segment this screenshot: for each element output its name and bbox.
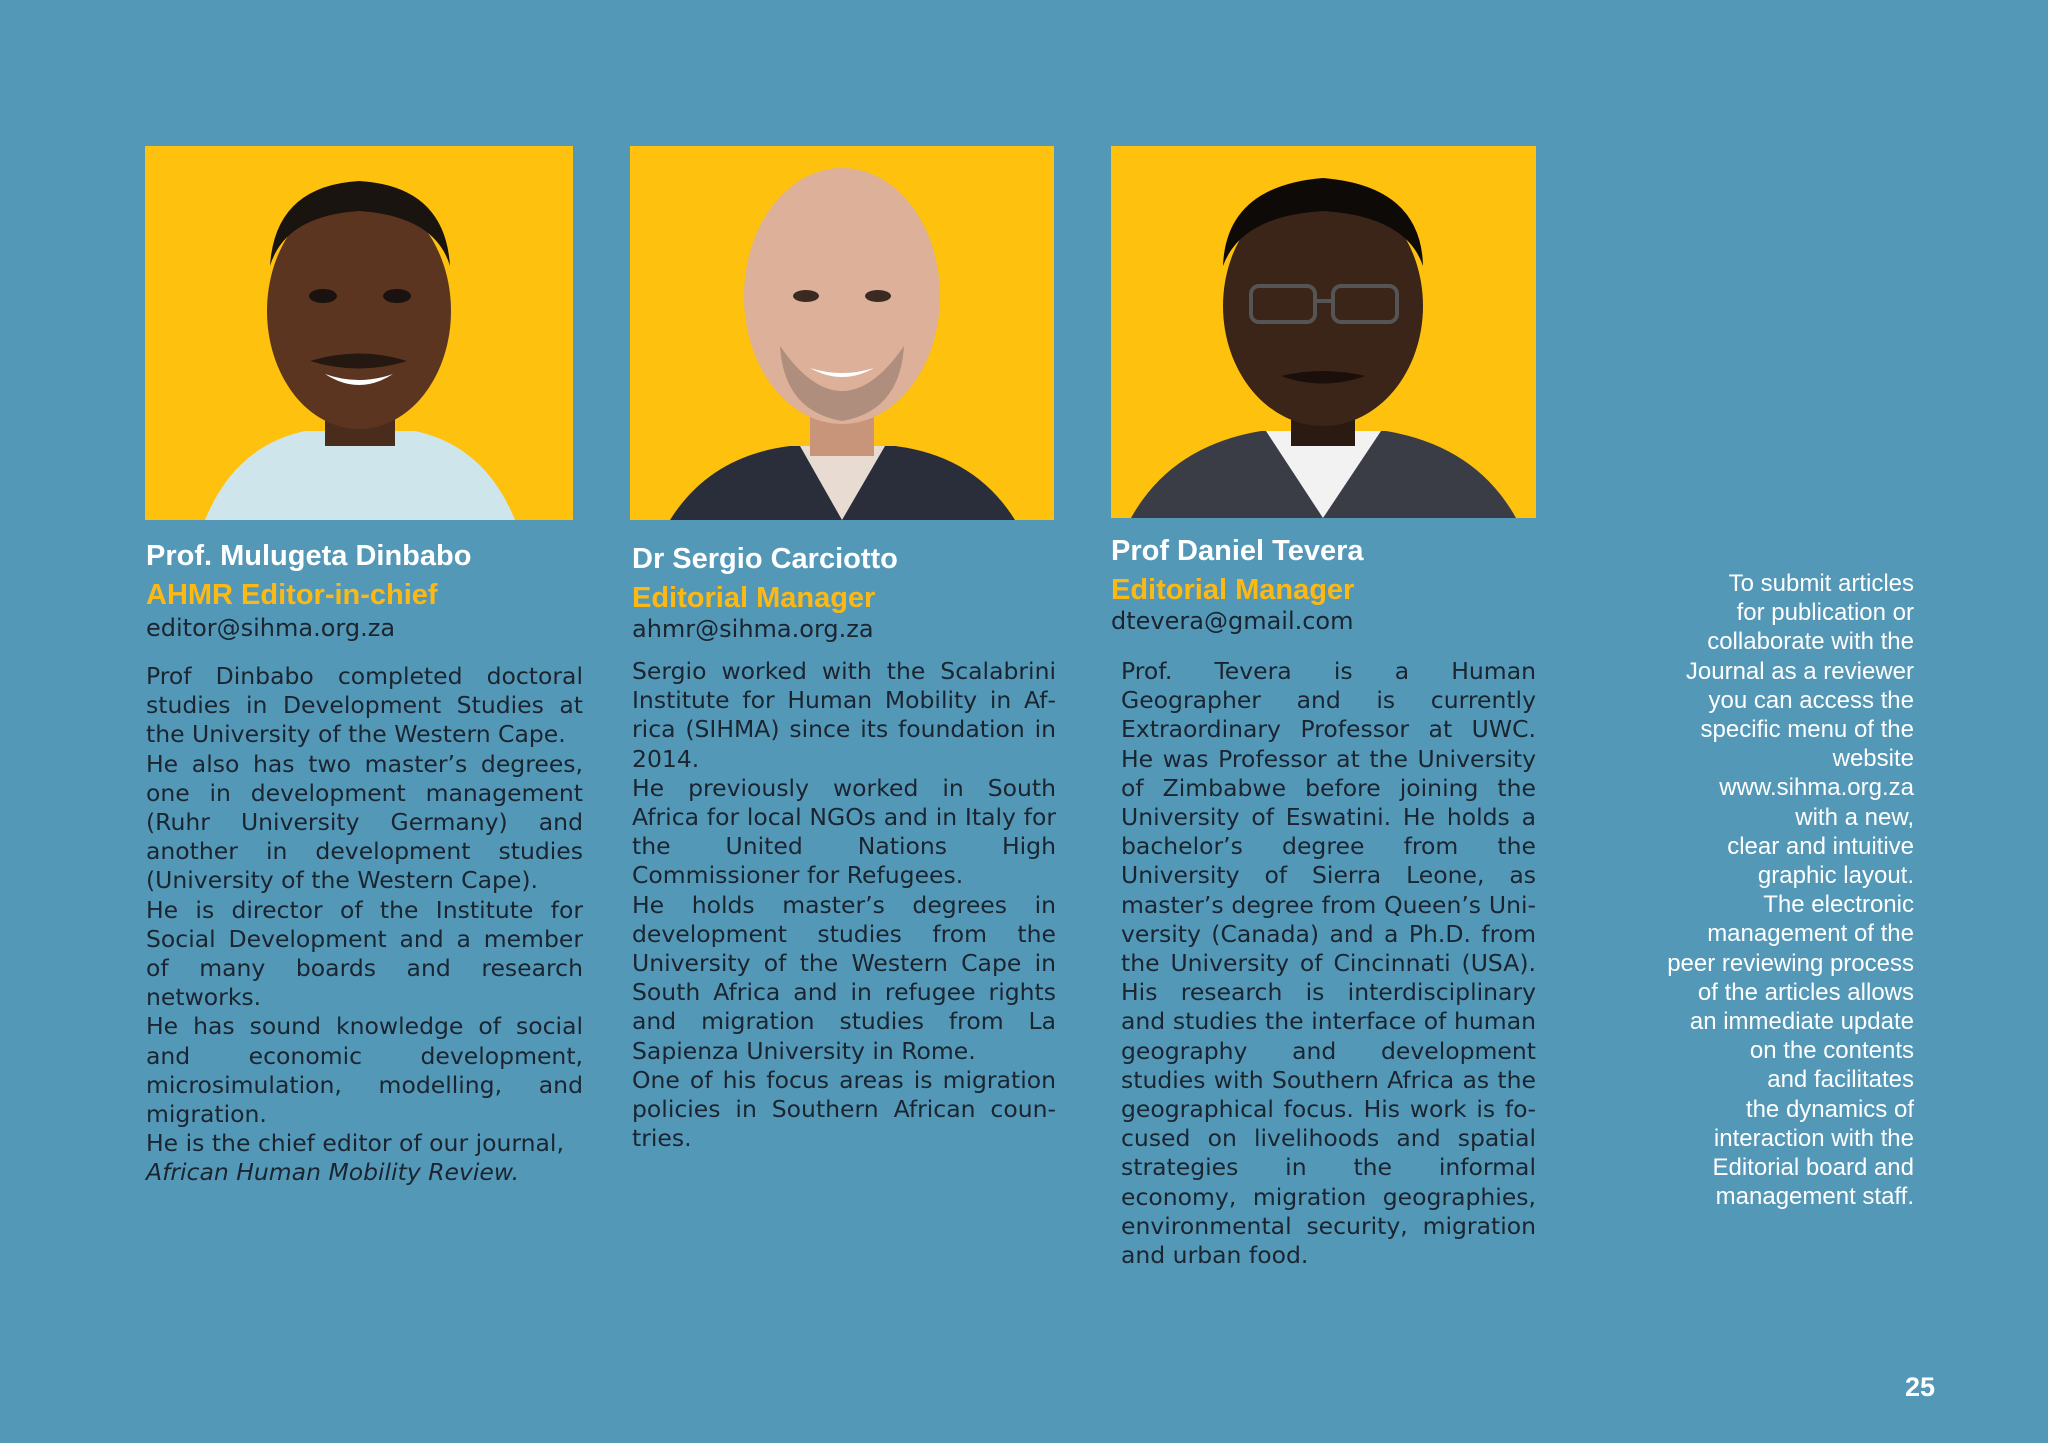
side-line: interaction with the [1713, 1124, 1914, 1152]
bio-paragraph: One of his focus areas is migration policies in Southern African countries. [632, 1065, 1056, 1153]
side-line: for publication or [1736, 599, 1914, 627]
submission-info [1620, 569, 1914, 1211]
person-bio [1121, 657, 1536, 1270]
bio-paragraph: He is director of the Institute for Social Development and a member of many boards and research networks. [146, 895, 583, 1012]
side-line: of the articles allows [1697, 978, 1914, 1006]
portrait-photo-tevera [1111, 146, 1536, 518]
bio-paragraph: Prof. Tevera is a Human Geographer and is currently Extraordinary Professor at UWC. He was Professor at the University of Zimbabwe before joining the University of Eswatini. He holds a bachelor’s degree from the University of Sierra Leone, as master’s degree from Queen’s University (Canada) and a Ph.D. from the University of Cincinnati (USA). His research is interdisciplinary and studies the interface of human geography and development studies with Southern Africa as the geographical focus. His work is focused on livelihoods and spatial strategies in the informal economy, migration geographies, environmental security, migration and urban food. [1121, 657, 1536, 1270]
side-line: you can access the [1708, 686, 1914, 714]
side-line: the dynamics of [1745, 1095, 1914, 1123]
side-line: an immediate update [1689, 1008, 1914, 1036]
side-line: The electronic [1763, 891, 1914, 919]
person-name: Prof Daniel Tevera [1111, 535, 1364, 567]
person-name: Dr Sergio Carciotto [632, 543, 898, 575]
person-role: Editorial Manager [632, 582, 876, 614]
side-line: specific menu of the [1700, 716, 1914, 744]
side-line: and facilitates [1767, 1066, 1914, 1094]
side-line: clear and intuitive [1727, 832, 1914, 860]
side-line: with a new, [1795, 803, 1914, 831]
person-role: AHMR Editor-in-chief [146, 579, 438, 611]
person-name: Prof. Mulugeta Dinbabo [146, 540, 472, 572]
bio-paragraph: Prof Dinbabo completed doctoral studies in Development Studies at the University of the Western Cape. [146, 662, 583, 749]
person-email[interactable]: dtevera@gmail.com [1111, 607, 1354, 635]
bio-paragraph: He previously worked in South Africa for local NGOs and in Italy for the United Nations High Commissioner for Refugees. [632, 773, 1056, 890]
side-line: graphic layout. [1757, 862, 1914, 890]
side-line: collaborate with the [1707, 628, 1914, 656]
side-line: Journal as a reviewer [1685, 657, 1914, 685]
journal-title: African Human Mobility Review. [146, 1158, 520, 1187]
side-line: Editorial board and [1712, 1154, 1914, 1182]
page-number: 25 [1905, 1372, 1936, 1402]
side-line: management staff. [1715, 1183, 1914, 1211]
bio-paragraph: Sergio worked with the Scalabrini Institute for Human Mobility in Africa (SIHMA) since its foundation in 2014. [632, 657, 1056, 773]
side-line: on the contents [1749, 1037, 1914, 1065]
side-line: To submit articles [1728, 570, 1914, 597]
person-email[interactable]: ahmr@sihma.org.za [632, 615, 874, 643]
portrait-photo-carciotto [630, 146, 1054, 520]
bio-paragraph: He holds master’s degrees in development studies from the University of the Western Cape in South Africa and in refugee rights and migration studies from La Sapienza University in Rome. [632, 890, 1056, 1065]
portrait-photo-dinbabo [145, 146, 573, 520]
bio-paragraph: He also has two master’s degrees, one in development management (Ruhr University Germany) and another in development studies (University of the Western Cape). [146, 749, 583, 895]
bio-paragraph: He has sound knowledge of social and economic development, microsimulation, modelling, and migration. [146, 1012, 583, 1129]
person-bio [632, 657, 1056, 1153]
website-link[interactable]: www.sihma.org.za [1719, 774, 1914, 802]
person-bio [146, 662, 583, 1188]
side-line: peer reviewing process [1667, 949, 1914, 977]
person-role: Editorial Manager [1111, 574, 1355, 606]
bio-text: He is the chief editor of our journal, [146, 1129, 564, 1158]
side-line: management of the [1707, 920, 1914, 948]
bio-paragraph [146, 1129, 583, 1187]
side-line: website [1832, 745, 1914, 773]
person-email[interactable]: editor@sihma.org.za [146, 614, 396, 642]
